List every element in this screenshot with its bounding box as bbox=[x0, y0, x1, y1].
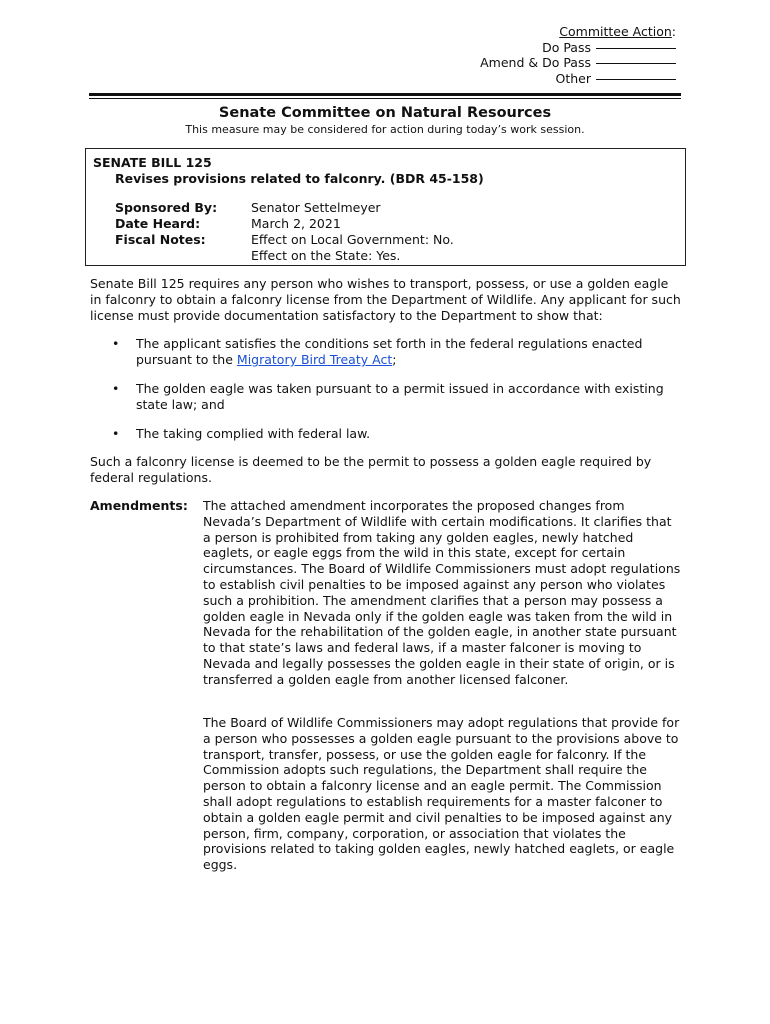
amendments-paragraph-1: The attached amendment incorporates the proposed changes from Nevada’s Department of Wildlife with certain modifications. It clarifies that a person is prohibited from taking any golden eagles, newly hatched eaglets, or eagle eggs from the wild in this state, except for certain circumstances. The Board of Wildlife Commissioners must adopt regulations to establish civil penalties to be imposed against any person who violates such a prohibition. The amendment clarifies that a person may possess a golden eagle in Nevada only if the golden eagle was taken from the wild in Nevada for the rehabilitation of the golden eagle, in another state pursuant to that state’s laws and federal laws, if a master falconer is moving to Nevada and legally possesses the golden eagle in their state of origin, or is transferred a golden eagle from another licensed falconer. bbox=[203, 498, 681, 687]
header-rule-thin bbox=[89, 98, 681, 99]
fiscal-notes-row-2: Effect on the State: Yes. bbox=[251, 248, 401, 263]
bill-info-box bbox=[85, 148, 686, 266]
date-heard-row: Date Heard: March 2, 2021 bbox=[115, 216, 341, 231]
bill-number: SENATE BILL 125 bbox=[93, 155, 212, 170]
sponsor-row: Sponsored By: Senator Settelmeyer bbox=[115, 200, 381, 215]
amendments-label: Amendments: bbox=[90, 498, 188, 513]
bill-description: Revises provisions related to falconry. (BDR 45-158) bbox=[115, 171, 484, 186]
other-line: Other bbox=[356, 71, 676, 87]
other-blank bbox=[596, 79, 676, 80]
license-paragraph: Such a falconry license is deemed to be the permit to possess a golden eagle required by federal regulations. bbox=[90, 454, 652, 486]
amend-do-pass-blank bbox=[596, 63, 676, 64]
bill-metadata bbox=[115, 200, 671, 264]
do-pass-line: Do Pass bbox=[356, 40, 676, 56]
bullet-icon: • bbox=[112, 381, 120, 396]
migratory-bird-treaty-act-link[interactable]: Migratory Bird Treaty Act bbox=[236, 352, 393, 368]
bullet-icon: • bbox=[112, 426, 120, 441]
committee-action-block bbox=[356, 24, 676, 86]
work-session-note: This measure may be considered for action during today’s work session. bbox=[185, 123, 585, 136]
committee-action-heading: Committee Action: bbox=[559, 24, 676, 39]
amend-do-pass-line: Amend & Do Pass bbox=[356, 55, 676, 71]
header-rule-thick bbox=[89, 93, 681, 96]
do-pass-blank bbox=[596, 48, 676, 49]
bullet-icon: • bbox=[112, 336, 120, 351]
summary-paragraph: Senate Bill 125 requires any person who wishes to transport, possess, or use a golden eagle in falconry to obtain a falconry license from the Department of Wildlife. Any applicant for such license must provide documentation satisfactory to the Department to show that: bbox=[90, 276, 681, 324]
fiscal-notes-row: Fiscal Notes: Effect on Local Government: No. bbox=[115, 232, 454, 247]
document-page: Committee Action: Do Pass Amend & Do Pass Other Senate Committee on Natural Resources This measure may be considered for action during today’s work session. SENATE BILL 125 Revises provisions related to falconry. (BDR 45-158) Sponsored By: Senator Settelmeyer Date Heard: March 2, 2021 Fiscal Notes: Effect on Local Government: No. Effect on the State: Yes. Senate Bill 125 requires any person who wishes to transport, possess, or use a golden eagle in falconry to obtain a falconry license from the Department of Wildlife. Any applicant for such license must provide documentation satisfactory to the Department to show that: • The applicant satisfies the conditions set forth in the federal regulations enacted pursuant to the Migratory Bird Treaty Act; • The golden eagle was taken pursuant to a permit issued in accordance with existing state law; and • The taking complied with federal law. Such a falconry license is deemed to be the permit to possess a golden eagle required by federal regulations. Amendments: The attached amendment incorporates the proposed changes from Nevada’s Department of Wildlife with certain modifications. It clarifies that a person is prohibited from taking any golden eagles, newly hatched eaglets, or eagle eggs from the wild in this state, except for certain circumstances. The Board of Wildlife Commissioners must adopt regulations to establish civil penalties to be imposed against any person who violates such a prohibition. The amendment clarifies that a person may possess a golden eagle in Nevada only if the golden eagle was taken from the wild in Nevada for the rehabilitation of the golden eagle, in another state pursuant to that state’s laws and federal laws, if a master falconer is moving to Nevada and legally possesses the golden eagle in their state of origin, or is transferred a golden eagle from another licensed falconer. The Board of Wildlife Commissioners may adopt regulations that provide for a person who possesses a golden eagle pursuant to the provisions above to transport, transfer, possess, or use the golden eagle for falconry. If the Commission adopts such regulations, the Department shall require the person to obtain a falconry license and an eagle permit. The Commission shall adopt regulations to establish requirements for a master falconer to obtain a golden eagle permit and civil penalties to be imposed against any person, firm, company, corporation, or association that violates the provisions related to taking golden eagles, newly hatched eaglets, or eagle eggs. bbox=[0, 0, 770, 1024]
amendments-paragraph-2: The Board of Wildlife Commissioners may adopt regulations that provide for a person who possesses a golden eagle pursuant to the provisions above to transport, transfer, possess, or use the golden eagle for falconry. If the Commission adopts such regulations, the Department shall require the person to obtain a falconry license and an eagle permit. The Commission shall adopt regulations to establish requirements for a master falconer to obtain a golden eagle permit and civil penalties to be imposed against any person, firm, company, corporation, or association that violates the provisions related to taking golden eagles, newly hatched eaglets, or eagle eggs. bbox=[203, 715, 680, 873]
committee-title: Senate Committee on Natural Resources bbox=[218, 105, 552, 121]
